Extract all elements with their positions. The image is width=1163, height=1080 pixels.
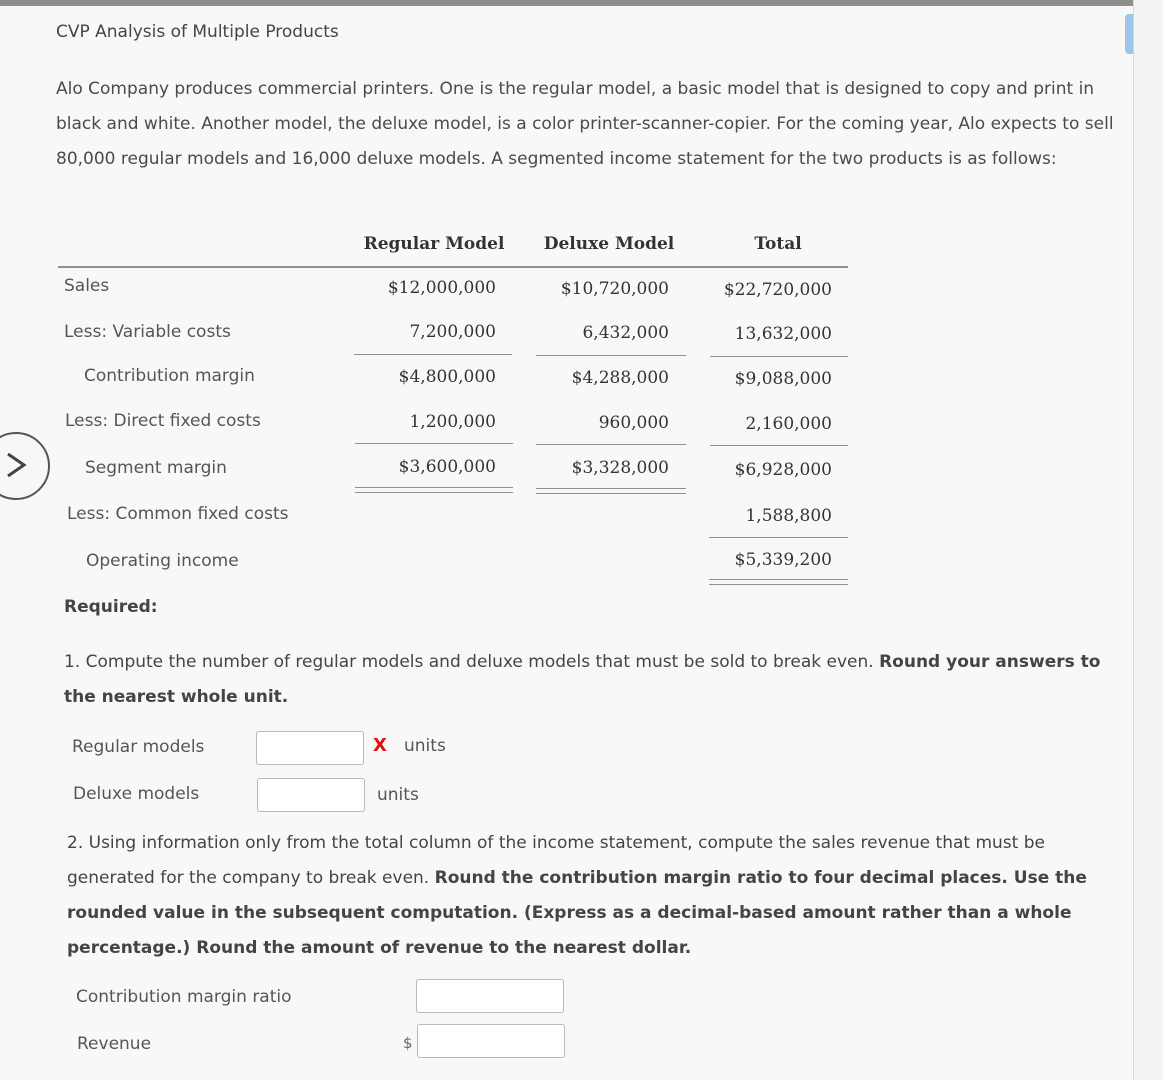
cell-variable-deluxe: 6,432,000 — [582, 323, 669, 343]
cell-cm-deluxe: $4,288,000 — [571, 368, 669, 388]
header-total: Total — [754, 234, 802, 254]
deluxe-models-label: Deluxe models — [73, 784, 200, 804]
cell-direct-deluxe: 960,000 — [598, 413, 669, 433]
question-2-instruction: Round the contribution margin ratio to four decimal places. Use the rounded value in the subsequent computation. (Express as a decimal-based amount rather than a whole percentage.) Round the amount of revenue to the nearest dollar. — [67, 868, 1087, 958]
question-1-instruction: Round your answers to the nearest whole unit. — [64, 652, 1101, 707]
cell-segment-regular: $3,600,000 — [398, 457, 496, 477]
top-rule — [0, 0, 1133, 6]
cell-cm-regular: $4,800,000 — [398, 367, 496, 387]
deluxe-units-label: units — [377, 785, 419, 805]
row-label-sales: Sales — [64, 276, 110, 296]
cell-variable-total: 13,632,000 — [734, 324, 832, 344]
cell-sales-total: $22,720,000 — [723, 280, 832, 300]
question-2 — [67, 826, 1107, 966]
income-statement — [58, 226, 858, 596]
row-label-common-fixed: Less: Common fixed costs — [67, 504, 289, 524]
revenue-dollar-sign: $ — [403, 1034, 413, 1052]
cm-ratio-label: Contribution margin ratio — [76, 987, 292, 1007]
revenue-label: Revenue — [77, 1034, 152, 1054]
regular-models-input[interactable] — [256, 731, 364, 765]
cell-direct-total: 2,160,000 — [745, 414, 832, 434]
scroll-tab[interactable] — [1125, 14, 1133, 54]
underline — [710, 356, 848, 357]
question-1-text: 1. Compute the number of regular models and deluxe models that must be sold to break even. — [64, 652, 880, 672]
header-regular: Regular Model — [363, 234, 505, 254]
double-underline — [355, 487, 513, 493]
regular-models-label: Regular models — [72, 737, 205, 757]
header-rule — [58, 266, 848, 268]
page-title: CVP Analysis of Multiple Products — [56, 22, 339, 42]
cell-segment-total: $6,928,000 — [734, 460, 832, 480]
chevron-right-icon — [4, 451, 28, 479]
cell-direct-regular: 1,200,000 — [409, 412, 496, 432]
underline — [354, 354, 512, 355]
cm-ratio-input[interactable] — [416, 979, 564, 1013]
cell-segment-deluxe: $3,328,000 — [571, 458, 669, 478]
underline — [536, 444, 686, 445]
regular-units-label: units — [404, 736, 446, 756]
header-deluxe: Deluxe Model — [543, 234, 675, 254]
question-1 — [64, 645, 1114, 715]
incorrect-icon: X — [373, 735, 387, 756]
double-underline — [536, 488, 686, 494]
problem-intro: Alo Company produces commercial printers. One is the regular model, a basic model that is designed to copy and print in black and white. Another model, the deluxe model, is a color printer-scanner-copier. For the coming year, Alo expects to sell 80,000 regular models and 16,000 deluxe models. A segmented income statement for the two products is as follows: — [56, 79, 1114, 169]
cell-operating-total: $5,339,200 — [734, 550, 832, 570]
double-underline — [709, 579, 848, 585]
row-label-operating-income: Operating income — [86, 551, 239, 571]
row-label-contribution-margin: Contribution margin — [84, 366, 255, 386]
underline — [355, 443, 513, 444]
required-heading: Required: — [64, 597, 158, 617]
revenue-input[interactable] — [417, 1024, 565, 1058]
cell-common-total: 1,588,800 — [745, 506, 832, 526]
cell-sales-regular: $12,000,000 — [387, 278, 496, 298]
cell-cm-total: $9,088,000 — [734, 369, 832, 389]
cell-sales-deluxe: $10,720,000 — [560, 279, 669, 299]
underline — [709, 537, 848, 538]
underline — [536, 355, 686, 356]
deluxe-models-input[interactable] — [257, 778, 365, 812]
cell-variable-regular: 7,200,000 — [409, 322, 496, 342]
row-label-variable-costs: Less: Variable costs — [64, 322, 231, 342]
underline — [710, 445, 848, 446]
question-2-text: 2. Using information only from the total column of the income statement, compute the sales revenue that must be generated for the company to break even. — [67, 833, 1045, 888]
row-label-direct-fixed: Less: Direct fixed costs — [65, 411, 261, 431]
row-label-segment-margin: Segment margin — [85, 458, 227, 478]
